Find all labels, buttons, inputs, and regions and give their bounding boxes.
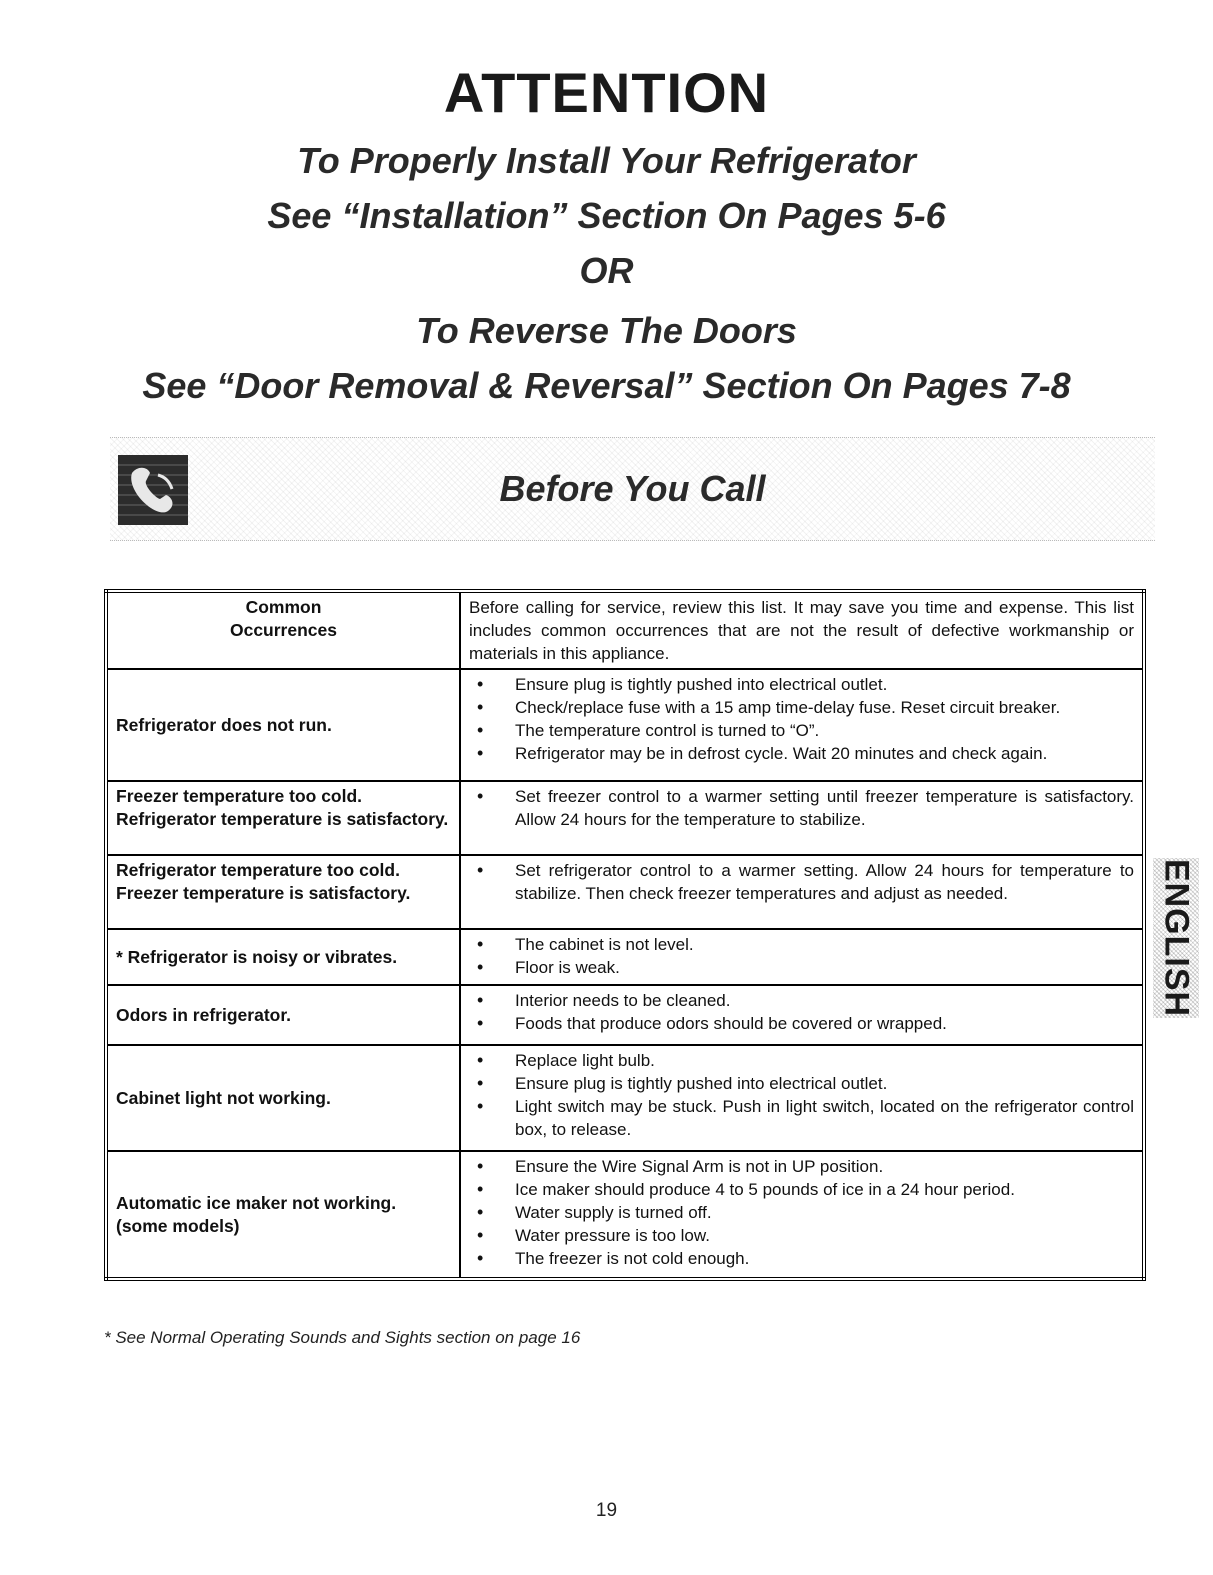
issue-label: Freezer temperature too cold. Refrigerator temperature is satisfactory. bbox=[106, 781, 460, 855]
solution-cell bbox=[460, 1151, 1144, 1279]
list-item: • Check/replace fuse with a 15 amp time-delay fuse. Reset circuit breaker. bbox=[515, 696, 1134, 719]
page-number: 19 bbox=[595, 1500, 618, 1521]
list-item: • Set freezer control to a warmer setting until freezer temperature is satisfactory. Allow 24 hours for the temperature to stabilize. bbox=[515, 785, 1134, 831]
list-item: • Light switch may be stuck. Push in light switch, located on the refrigerator control box, to release. bbox=[515, 1095, 1134, 1141]
door-removal-pages-heading: See “Door Removal & Reversal” Section On Pages 7-8 bbox=[142, 365, 1071, 406]
issue-label: Odors in refrigerator. bbox=[106, 985, 460, 1045]
list-item: • Interior needs to be cleaned. bbox=[515, 989, 1134, 1012]
solution-cell bbox=[460, 985, 1144, 1045]
list-item: • Ensure plug is tightly pushed into electrical outlet. bbox=[515, 673, 1134, 696]
solution-list bbox=[469, 785, 1134, 831]
issue-label: * Refrigerator is noisy or vibrates. bbox=[106, 929, 460, 985]
list-item: • The cabinet is not level. bbox=[515, 933, 1134, 956]
solution-list bbox=[469, 859, 1134, 905]
issue-label: Refrigerator temperature too cold. Freezer temperature is satisfactory. bbox=[106, 855, 460, 929]
list-item: • Ice maker should produce 4 to 5 pounds of ice in a 24 hour period. bbox=[515, 1178, 1134, 1201]
solution-list bbox=[469, 1155, 1134, 1270]
issue-label: Automatic ice maker not working. (some models) bbox=[106, 1151, 460, 1279]
or-heading: OR bbox=[579, 250, 634, 291]
before-you-call-banner bbox=[110, 437, 1155, 541]
list-item: • Refrigerator may be in defrost cycle. Wait 20 minutes and check again. bbox=[515, 742, 1134, 765]
list-item: • The temperature control is turned to “O”. bbox=[515, 719, 1134, 742]
list-item: • Floor is weak. bbox=[515, 956, 1134, 979]
footnote: * See Normal Operating Sounds and Sights section on page 16 bbox=[104, 1328, 581, 1347]
issue-label: Refrigerator does not run. bbox=[106, 669, 460, 781]
list-item: • Ensure the Wire Signal Arm is not in UP position. bbox=[515, 1155, 1134, 1178]
solution-cell bbox=[460, 781, 1144, 855]
solution-cell bbox=[460, 1045, 1144, 1151]
table-row bbox=[106, 985, 1144, 1045]
english-language-tab bbox=[1153, 858, 1199, 1018]
table-row bbox=[106, 781, 1144, 855]
solution-cell bbox=[460, 669, 1144, 781]
common-occurrences-header bbox=[106, 591, 460, 669]
table-row bbox=[106, 1045, 1144, 1151]
header-occurrences: Occurrences bbox=[229, 620, 337, 640]
list-item: • Replace light bulb. bbox=[515, 1049, 1134, 1072]
solution-list bbox=[469, 933, 1134, 979]
issue-label: Cabinet light not working. bbox=[106, 1045, 460, 1151]
intro-text: Before calling for service, review this list. It may save you time and expense. This list includes common occurrences that are not the result of defective workmanship or materials in this appliance. bbox=[460, 591, 1144, 669]
install-pages-heading: See “Installation” Section On Pages 5-6 bbox=[267, 195, 946, 236]
solution-list bbox=[469, 989, 1134, 1035]
table-row bbox=[106, 855, 1144, 929]
table-row bbox=[106, 669, 1144, 781]
before-you-call-title: Before You Call bbox=[499, 468, 766, 509]
install-heading: To Properly Install Your Refrigerator bbox=[297, 140, 916, 181]
solution-cell bbox=[460, 929, 1144, 985]
table-row bbox=[106, 1151, 1144, 1279]
table-row bbox=[106, 929, 1144, 985]
reverse-doors-heading: To Reverse The Doors bbox=[416, 310, 797, 351]
list-item: • Water supply is turned off. bbox=[515, 1201, 1134, 1224]
list-item: • Set refrigerator control to a warmer setting. Allow 24 hours for temperature to stabilize. Then check freezer temperatures and adjust as needed. bbox=[515, 859, 1134, 905]
header-common: Common bbox=[245, 597, 322, 617]
solution-list bbox=[469, 1049, 1134, 1141]
table-header-row bbox=[106, 591, 1144, 669]
attention-title: ATTENTION bbox=[443, 61, 770, 124]
solution-cell bbox=[460, 855, 1144, 929]
list-item: • Water pressure is too low. bbox=[515, 1224, 1134, 1247]
english-tab-label: ENGLISH bbox=[1157, 858, 1196, 1018]
common-occurrences-table bbox=[104, 589, 1146, 1281]
list-item: • Ensure plug is tightly pushed into electrical outlet. bbox=[515, 1072, 1134, 1095]
list-item: • The freezer is not cold enough. bbox=[515, 1247, 1134, 1270]
solution-list bbox=[469, 673, 1134, 765]
list-item: • Foods that produce odors should be covered or wrapped. bbox=[515, 1012, 1134, 1035]
